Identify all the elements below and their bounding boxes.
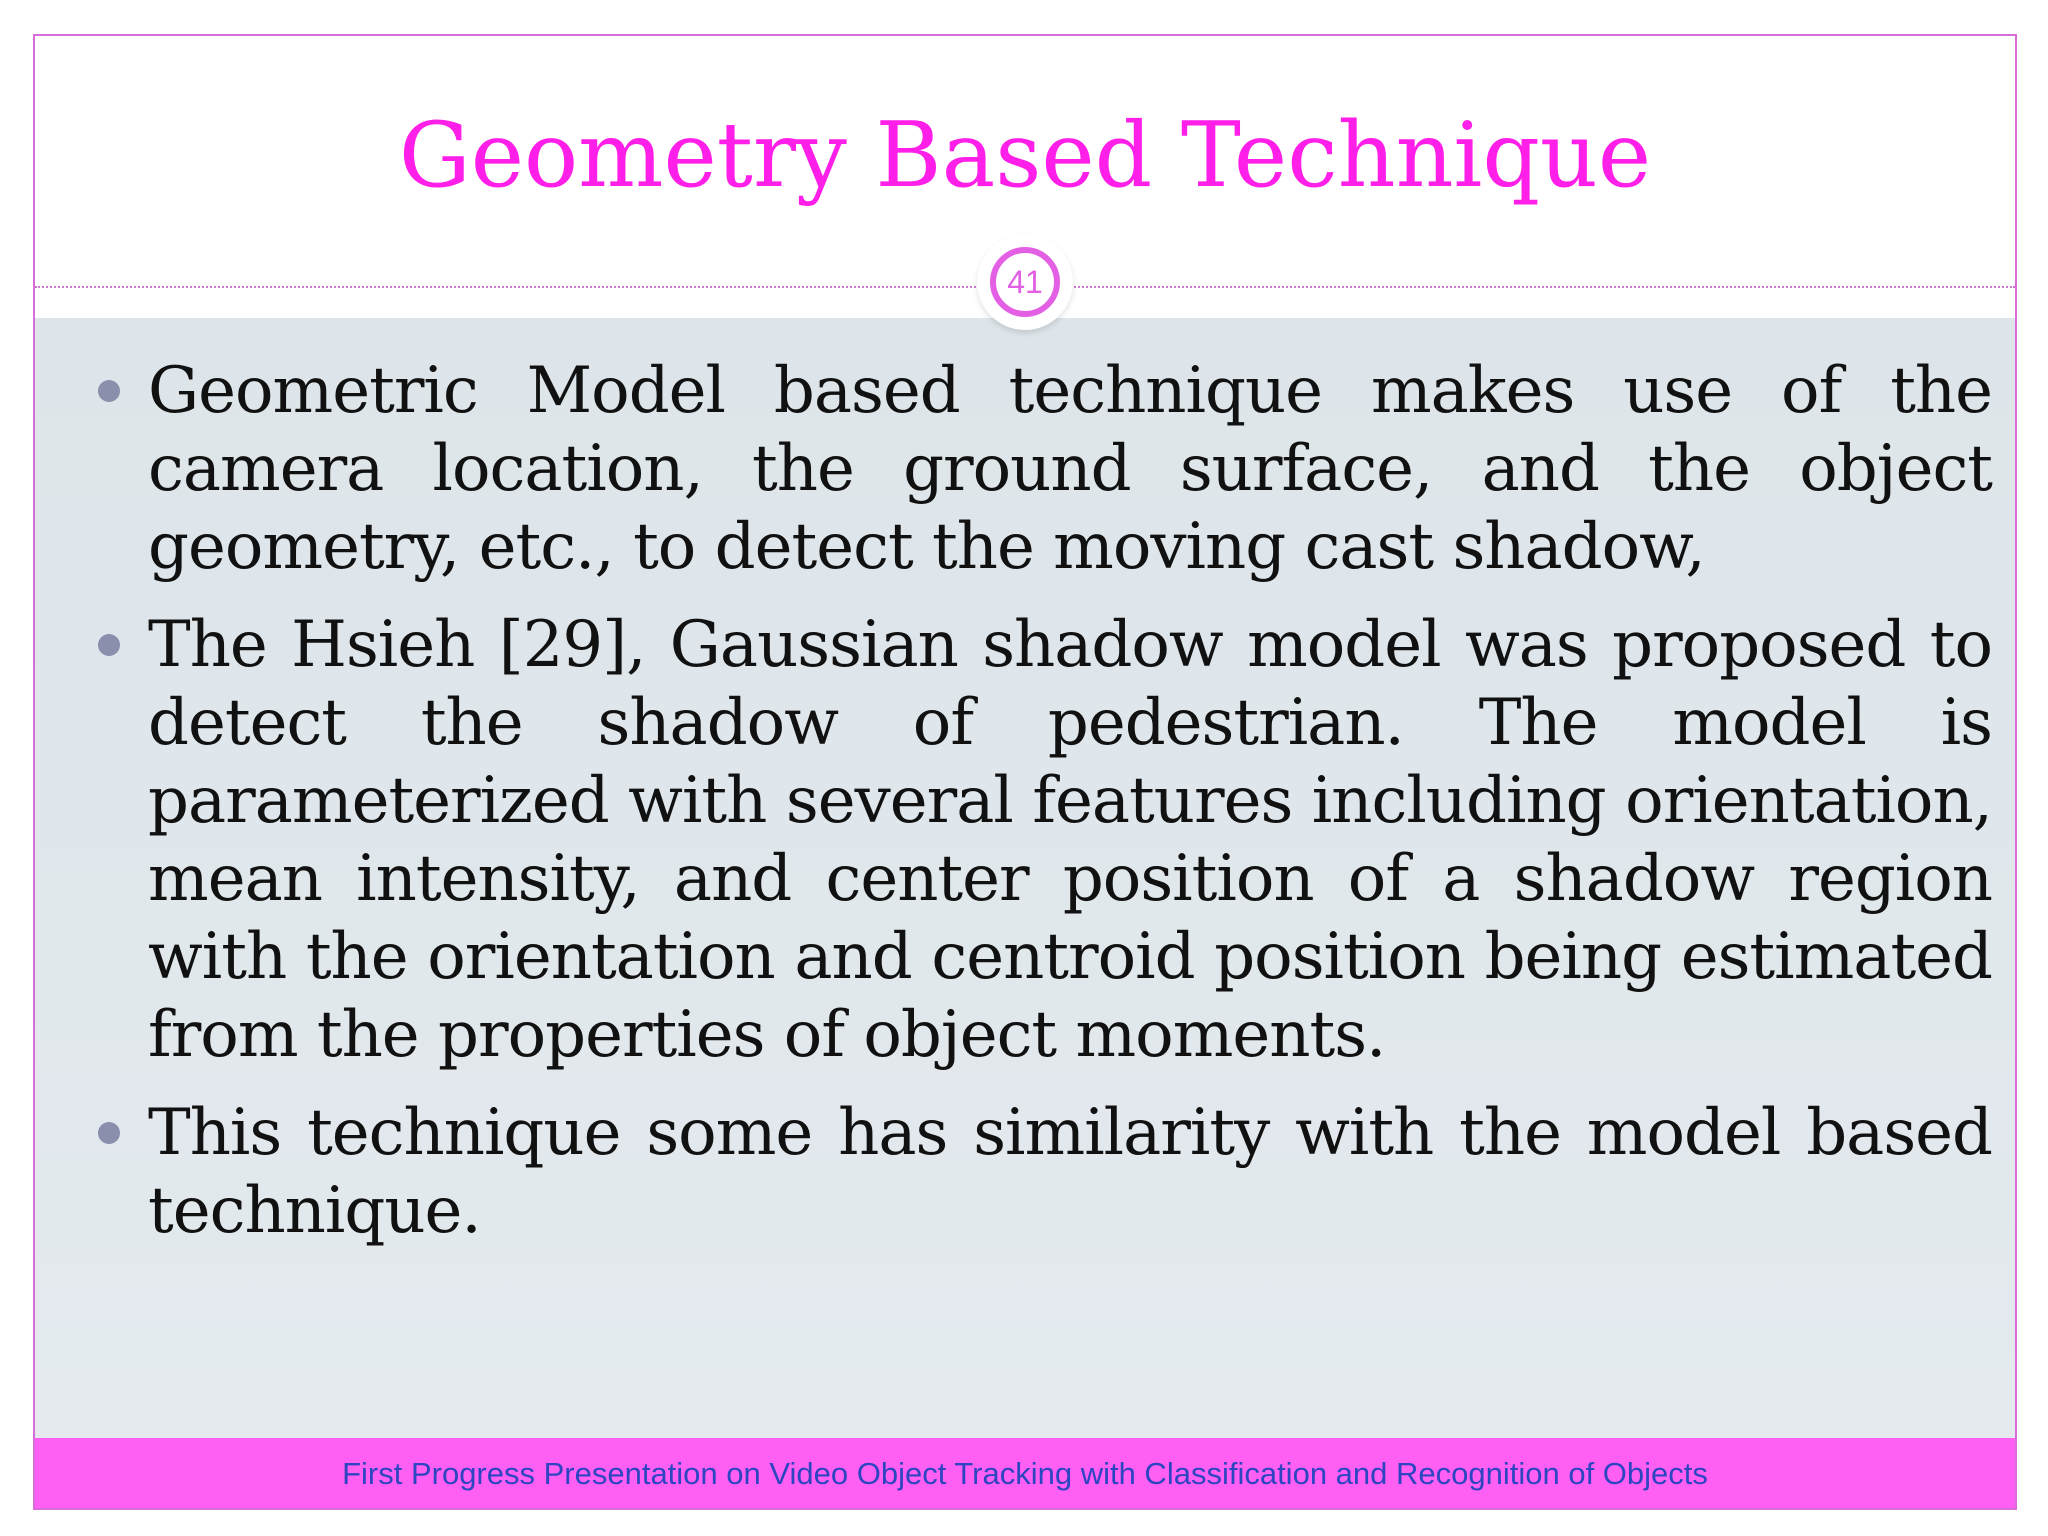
page-number: 41: [990, 247, 1060, 317]
bullet-text: The Hsieh [29], Gaussian shadow model was proposed to detect the shadow of pedestrian. The model is parameterized with several features including orientation, mean intensity, and center position of a shadow region with the orientation and centroid position being estimated from the properties of object moments.: [148, 608, 1992, 1072]
slide: [33, 34, 2017, 1510]
bullet-item: [148, 606, 1992, 1074]
bullet-dot-icon: [98, 380, 120, 402]
bullet-item: [148, 1094, 1992, 1250]
bullet-dot-icon: [98, 1122, 120, 1144]
slide-title: Geometry Based Technique: [398, 103, 1652, 208]
bullet-text: Geometric Model based technique makes use of the camera location, the ground surface, and the object geometry, etc., to detect the moving cast shadow,: [148, 354, 1992, 584]
bullet-dot-icon: [98, 634, 120, 656]
footer-bar: [35, 1438, 2015, 1510]
footer-text: First Progress Presentation on Video Object Tracking with Classification and Recognition of Objects: [342, 1456, 1708, 1491]
bullet-item: [148, 352, 1992, 586]
bullet-text: This technique some has similarity with the model based technique.: [148, 1096, 1992, 1248]
bullet-list: [148, 352, 1992, 1270]
page-number-badge: [977, 234, 1073, 330]
